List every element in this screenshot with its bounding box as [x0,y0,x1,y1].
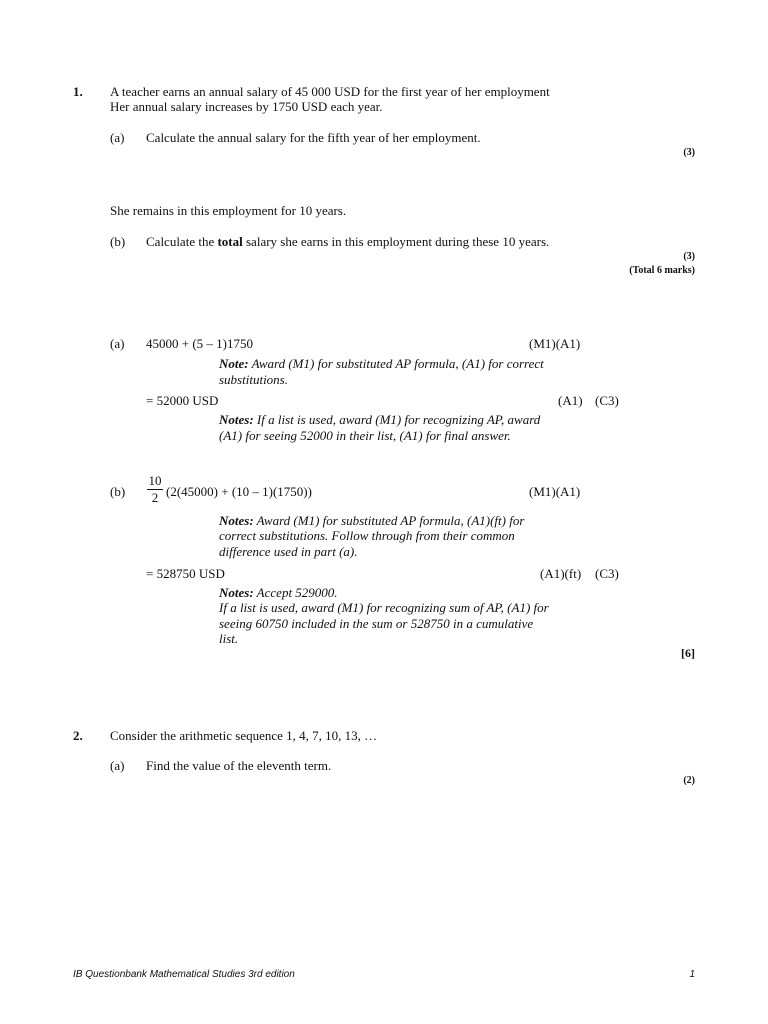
question-1-number: 1. [73,84,83,99]
q1-part-a-label: (a) [110,130,125,145]
question-1-stem-line-1: A teacher earns an annual salary of 45 000 USD for the first year of her employment [110,84,550,99]
q1-part-a-text: Calculate the annual salary for the fifth year of her employment. [146,130,481,145]
ms-part-b-notes2-line-1 [219,585,338,600]
ms-part-a-note-text: Award (M1) for substituted AP formula, (A1) for correct [248,356,544,371]
ms-part-b-notes2-head: Notes: [219,585,254,600]
q1-part-b-text-pre: Calculate the [146,234,218,249]
ms-part-b-notes-line-1 [219,513,524,528]
ms-part-a-working: 45000 + (5 – 1)1750 [146,336,253,351]
ms-part-b-label: (b) [110,484,126,499]
q1-part-b-text-bold: total [217,234,243,249]
ms-part-a-award-2: (A1) [558,393,583,408]
ms-part-b-c-mark: (C3) [595,566,619,581]
q2-part-a-label: (a) [110,758,125,773]
ms-part-b-notes2-text: Accept 529000. [253,585,338,600]
footer-source: IB Questionbank Mathematical Studies 3rd edition [73,969,295,980]
ms-part-a-notes-head: Notes: [219,412,254,427]
ms-part-b-result: = 528750 USD [146,566,225,581]
ms-part-b-award-1: (M1)(A1) [529,484,581,499]
footer-page-number: 1 [689,969,695,980]
q1-part-b-marks: (3) [683,251,695,262]
ms-part-a-award-1: (M1)(A1) [529,336,581,351]
ms-part-a-note-line-1 [219,356,544,371]
ms-part-a-result: = 52000 USD [146,393,219,408]
ms-part-b-working: (2(45000) + (10 – 1)(1750)) [166,484,312,499]
ms-part-b-fraction-denominator: 2 [151,490,159,505]
question-1-stem-line-3: She remains in this employment for 10 years. [110,203,347,218]
ms-part-a-notes-line-1 [219,412,540,427]
question-2-stem: Consider the arithmetic sequence 1, 4, 7, 10, 13, … [110,728,378,743]
ms-part-b-notes-line-3: difference used in part (a). [219,544,358,559]
ms-total-marks: [6] [681,646,695,660]
ms-part-a-c-mark: (C3) [595,393,619,408]
ms-part-b-notes-line-2: correct substitutions. Follow through from their common [219,528,515,543]
q1-total-marks: (Total 6 marks) [629,265,695,276]
ms-part-a-label: (a) [110,336,125,351]
ms-part-b-notes2-line-3: seeing 60750 included in the sum or 528750 in a cumulative [219,616,534,631]
ms-part-b-award-2: (A1)(ft) [540,566,582,581]
q1-part-b-text-post: salary she earns in this employment during these 10 years. [242,234,550,249]
ms-part-a-note-line-2: substitutions. [219,372,288,387]
ms-part-b-notes-text: Award (M1) for substituted AP formula, (A1)(ft) for [253,513,525,528]
q1-part-b-label: (b) [110,234,126,249]
ms-part-b-fraction [147,474,163,505]
ms-part-b-notes2-line-2: If a list is used, award (M1) for recognizing sum of AP, (A1) for [219,600,549,615]
question-2-number: 2. [73,728,83,743]
ms-part-b-fraction-numerator: 10 [148,473,162,488]
q1-part-b-text [146,234,549,249]
ms-part-b-notes-head: Notes: [219,513,254,528]
ms-part-a-note-head: Note: [219,356,249,371]
ms-part-a-notes-line-2: (A1) for seeing 52000 in their list, (A1) for final answer. [219,428,511,443]
question-1-stem-line-2: Her annual salary increases by 1750 USD each year. [110,99,383,114]
q1-part-a-marks: (3) [683,147,695,158]
ms-part-b-notes2-line-4: list. [219,631,239,646]
q2-part-a-text: Find the value of the eleventh term. [146,758,332,773]
ms-part-a-notes-text: If a list is used, award (M1) for recognizing AP, award [253,412,541,427]
q2-part-a-marks: (2) [683,775,695,786]
